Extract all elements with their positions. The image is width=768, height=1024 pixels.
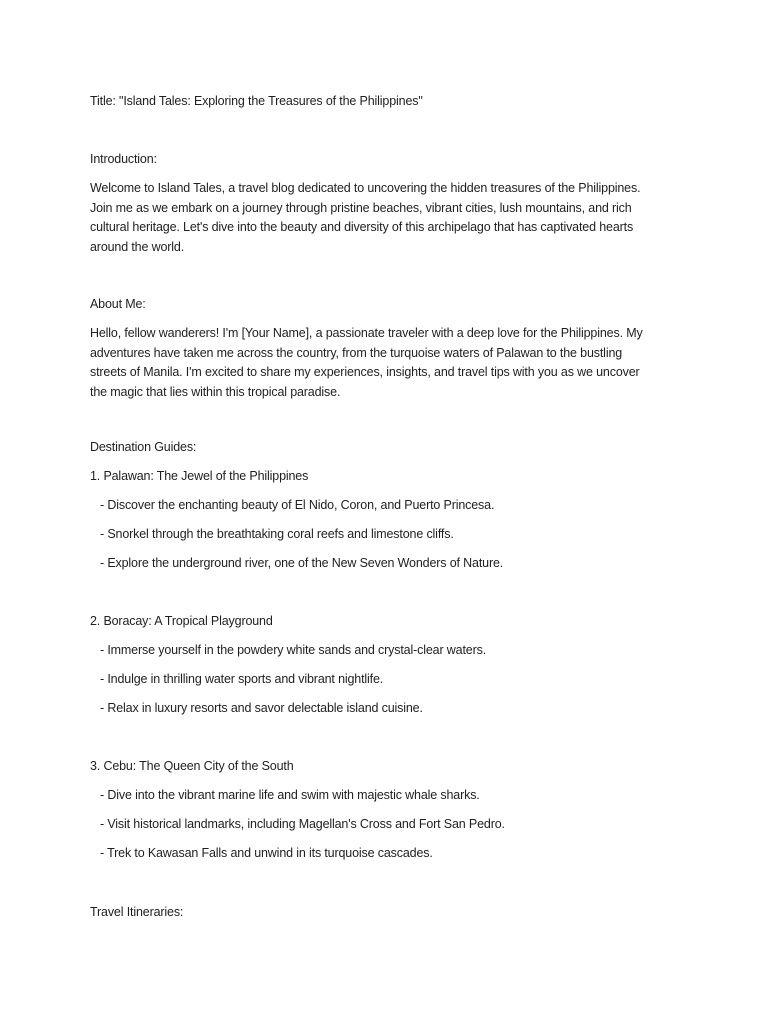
about-line: streets of Manila. I'm excited to share my experiences, insights, and travel tips with you as we uncover <box>90 365 640 379</box>
guide-title-cebu: 3. Cebu: The Queen City of the South <box>90 759 294 773</box>
guide-bullet: - Relax in luxury resorts and savor delectable island cuisine. <box>100 701 423 715</box>
about-paragraph <box>90 324 690 402</box>
guide-bullet: - Immerse yourself in the powdery white sands and crystal-clear waters. <box>100 643 487 657</box>
guide-title-palawan: 1. Palawan: The Jewel of the Philippines <box>90 469 309 483</box>
about-line: adventures have taken me across the country, from the turquoise waters of Palawan to the bustling <box>90 345 623 360</box>
destination-guides-heading: Destination Guides: <box>90 440 197 454</box>
introduction-line: around the world. <box>90 239 185 254</box>
document-title: Title: "Island Tales: Exploring the Treasures of the Philippines" <box>90 94 423 108</box>
introduction-paragraph <box>90 179 690 257</box>
introduction-heading: Introduction: <box>90 152 157 166</box>
introduction-line: Join me as we embark on a journey through pristine beaches, vibrant cities, lush mountains, and rich <box>90 200 632 215</box>
guide-bullet: - Indulge in thrilling water sports and vibrant nightlife. <box>100 672 384 686</box>
guide-bullet: - Trek to Kawasan Falls and unwind in its turquoise cascades. <box>100 846 433 860</box>
guide-title-boracay: 2. Boracay: A Tropical Playground <box>90 614 273 628</box>
about-heading: About Me: <box>90 297 146 311</box>
about-line: Hello, fellow wanderers! I'm [Your Name], a passionate traveler with a deep love for the Philippines. My <box>90 326 643 340</box>
introduction-line: Welcome to Island Tales, a travel blog dedicated to uncovering the hidden treasures of the Philippines. <box>90 181 641 195</box>
guide-bullet: - Discover the enchanting beauty of El Nido, Coron, and Puerto Princesa. <box>100 498 495 512</box>
guide-bullet: - Explore the underground river, one of the New Seven Wonders of Nature. <box>100 556 504 570</box>
travel-itineraries-heading: Travel Itineraries: <box>90 905 184 919</box>
guide-bullet: - Visit historical landmarks, including Magellan's Cross and Fort San Pedro. <box>100 817 505 831</box>
about-line: the magic that lies within this tropical paradise. <box>90 384 341 399</box>
introduction-line: cultural heritage. Let's dive into the beauty and diversity of this archipelago that has captivated hearts <box>90 220 634 234</box>
guide-bullet: - Snorkel through the breathtaking coral reefs and limestone cliffs. <box>100 527 454 541</box>
guide-bullet: - Dive into the vibrant marine life and swim with majestic whale sharks. <box>100 788 480 802</box>
